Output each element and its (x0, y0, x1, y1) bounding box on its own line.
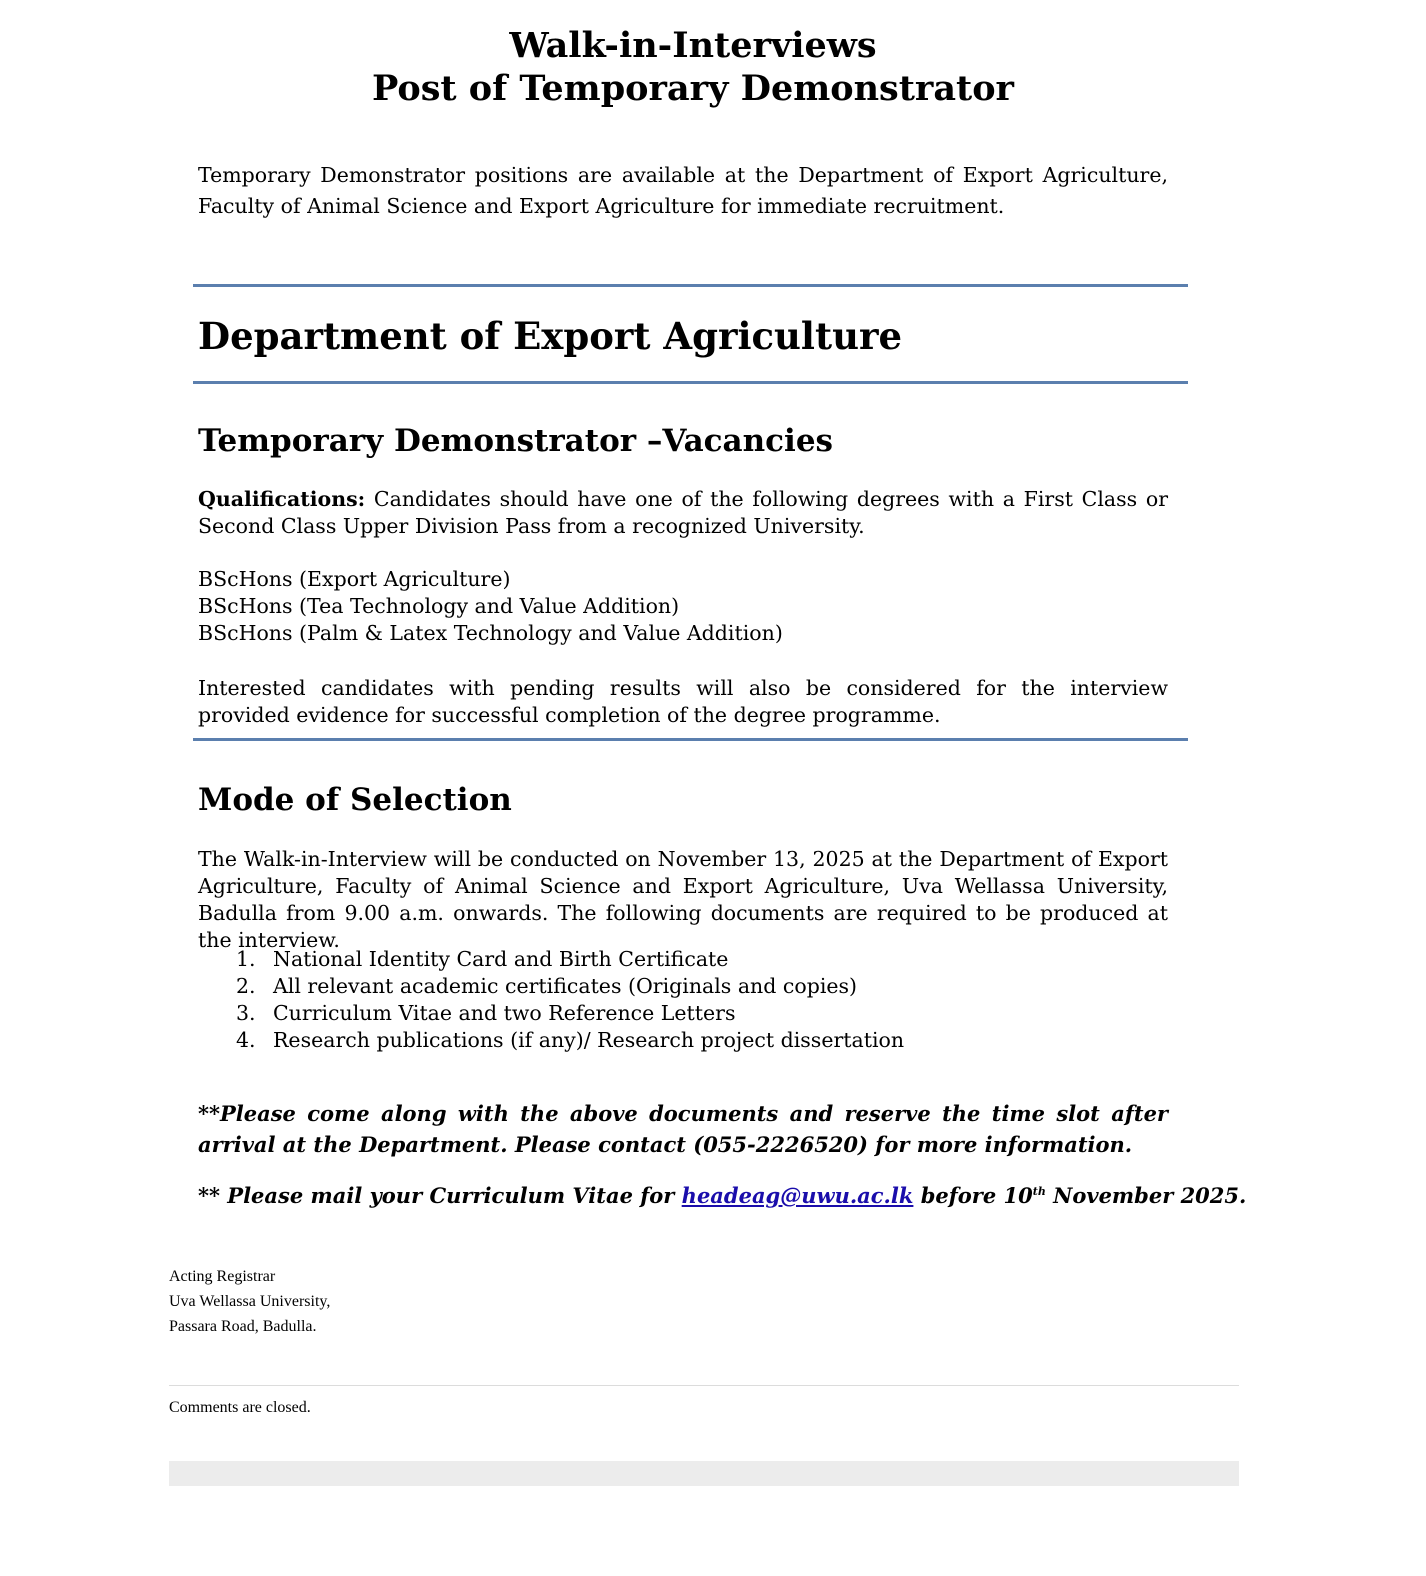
cv-mail-note: ** Please mail your Curriculum Vitae for headeag@uwu.ac.lk before 10th November 2025. (198, 1183, 1247, 1208)
qualifications-text: Candidates should have one of the following degrees with a First Class or Second Class Upper Division Pass from a recognized University. (198, 487, 1168, 538)
list-item: BScHons (Palm & Latex Technology and Value Addition) (198, 621, 783, 645)
section-divider-department (193, 381, 1188, 384)
list-item: BScHons (Export Agriculture) (198, 567, 511, 591)
list-item: 1. National Identity Card and Birth Certificate (236, 947, 729, 971)
signature-org: Uva Wellassa University, (169, 1293, 331, 1310)
page-title: Walk-in-Interviews (509, 25, 877, 66)
qualifications-paragraph (198, 486, 1168, 540)
intro-paragraph: Temporary Demonstrator positions are available at the Department of Export Agriculture, Faculty of Animal Science and Export Agriculture for immediate recruitment. (198, 163, 1168, 218)
list-item: 2. All relevant academic certificates (Originals and copies) (236, 974, 858, 998)
documents-contact-note: **Please come along with the above documents and reserve the time slot after arrival at the Department. Please contact (055-2226520) for more information. (198, 1101, 1168, 1157)
list-item: 3. Curriculum Vitae and two Reference Letters (236, 1001, 736, 1025)
department-heading: Department of Export Agriculture (198, 314, 903, 358)
degree-list (198, 566, 783, 647)
section-divider-top (193, 284, 1188, 287)
selection-description: The Walk-in-Interview will be conducted on November 13, 2025 at the Department of Export Agriculture, Faculty of Animal Science and Export Agriculture, Uva Wellassa University, Badulla from 9.00 a.m. onwards. The following documents are required to be produced at the interview. (198, 847, 1168, 952)
selection-heading: Mode of Selection (198, 782, 512, 818)
required-documents-list (236, 946, 904, 1054)
comments-status: Comments are closed. (169, 1399, 311, 1416)
signature-block (169, 1264, 330, 1339)
signature-address: Passara Road, Badulla. (169, 1318, 317, 1335)
footer-divider (169, 1385, 1239, 1386)
signature-title: Acting Registrar (169, 1268, 276, 1285)
vacancies-heading: Temporary Demonstrator –Vacancies (198, 423, 834, 459)
qualifications-label: Qualifications: (198, 487, 366, 511)
footer-bar (169, 1461, 1239, 1486)
email-link[interactable]: headeag@uwu.ac.lk (681, 1183, 914, 1208)
section-divider-vacancies (193, 738, 1188, 741)
pending-results-note: Interested candidates with pending results will also be considered for the interview provided evidence for successful completion of the degree programme. (198, 676, 1168, 727)
page-subtitle: Post of Temporary Demonstrator (372, 68, 1014, 109)
list-item: BScHons (Tea Technology and Value Addition) (198, 594, 680, 618)
list-item: 4. Research publications (if any)/ Research project dissertation (236, 1028, 905, 1052)
